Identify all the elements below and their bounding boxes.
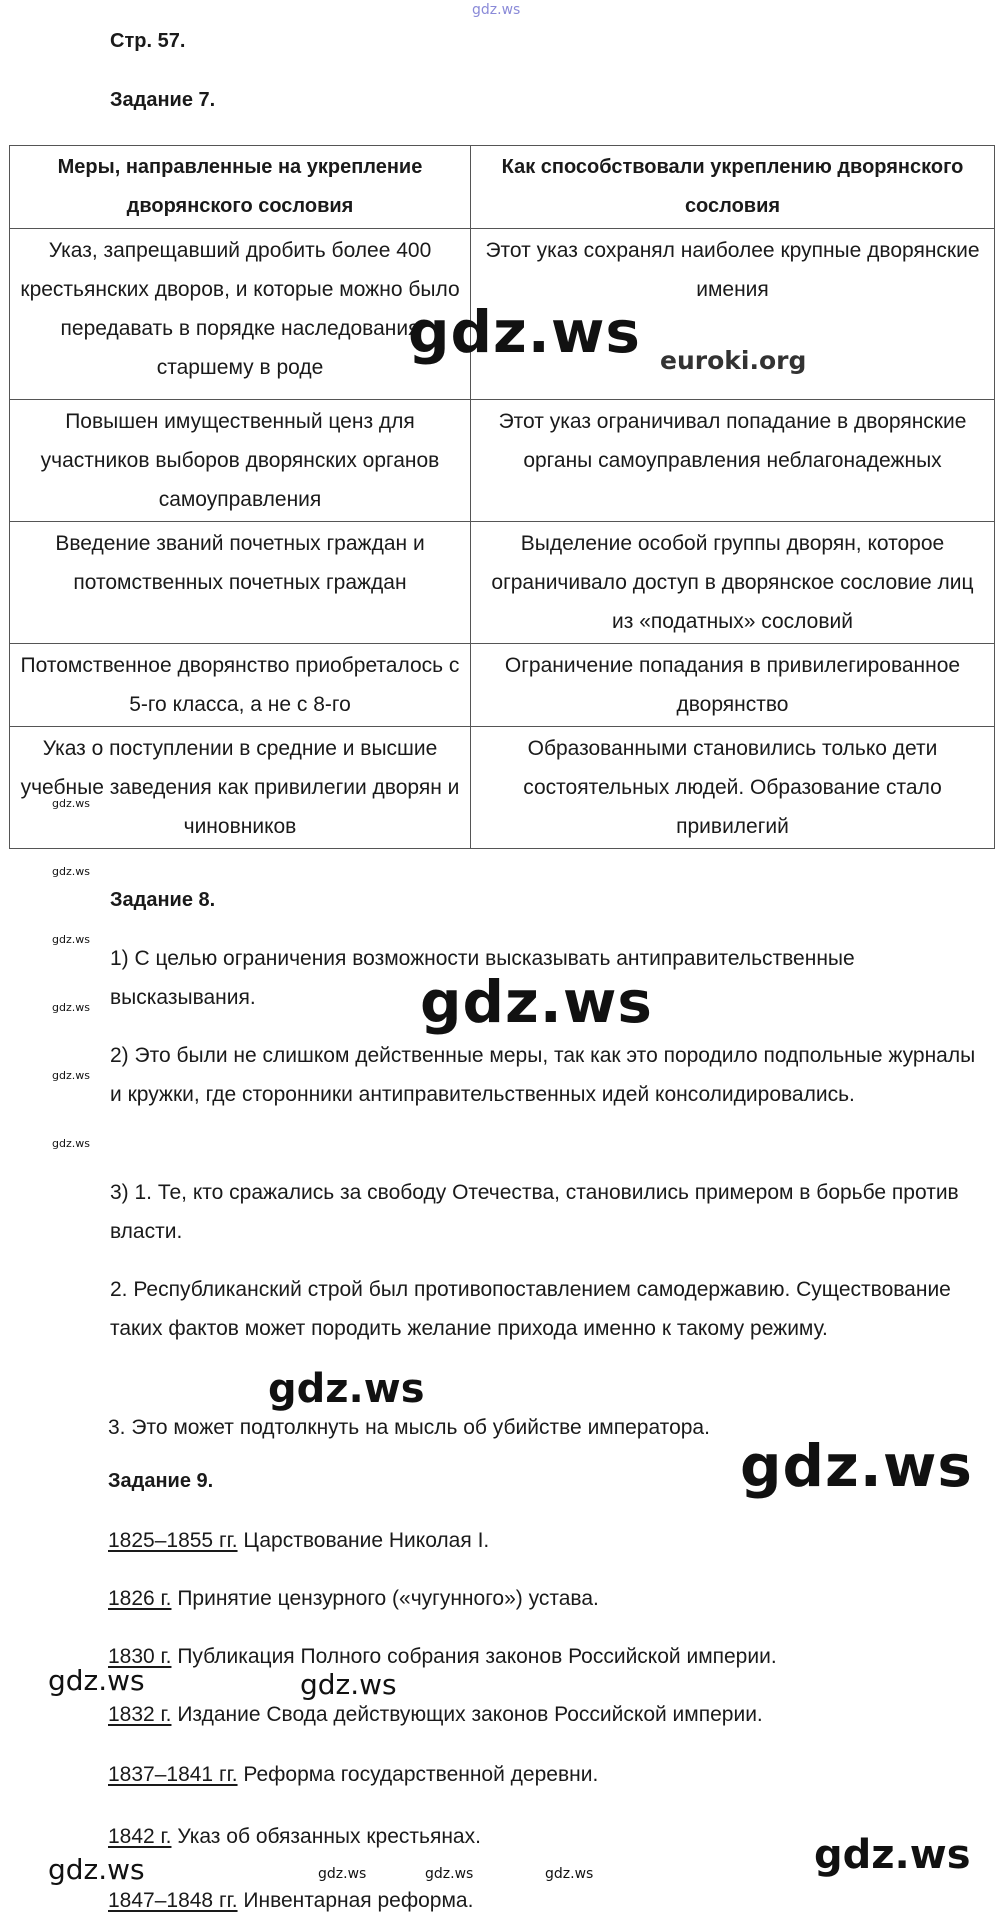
- table-cell-measure: Повышен имущественный ценз для участников выборов дворянских органов самоуправления: [10, 400, 471, 522]
- table-cell-effect: Образованными становились только дети состоятельных людей. Образование стало привилегий: [471, 727, 995, 849]
- timeline-date: 1847–1848 гг.: [108, 1889, 238, 1912]
- watermark-small: gdz.ws: [48, 1853, 145, 1886]
- table-cell-measure: Введение званий почетных граждан и потомственных почетных граждан: [10, 522, 471, 644]
- watermark-tiny: gdz.ws: [52, 933, 90, 946]
- watermark-euroki: euroki.org: [660, 346, 807, 375]
- timeline-item: [108, 1642, 988, 1672]
- timeline-text: Инвентарная реформа.: [237, 1889, 474, 1912]
- watermark-tiny: gdz.ws: [52, 1137, 90, 1150]
- task7-title: Задание 7.: [110, 89, 216, 111]
- timeline-text: Публикация Полного собрания законов Российской империи.: [171, 1645, 777, 1668]
- watermark-big: gdz.ws: [408, 298, 641, 366]
- task8-title: Задание 8.: [110, 889, 216, 911]
- watermark-tiny: gdz.ws: [545, 1866, 594, 1882]
- table-header-row: [10, 146, 995, 229]
- task8-answer-3-2: 2. Республиканский строй был противопоставлением самодержавию. Существование таких фактов может породить желание прихода именно к такому режиму.: [110, 1278, 951, 1340]
- timeline-date: 1837–1841 гг.: [108, 1763, 238, 1786]
- timeline-text: Реформа государственной деревни.: [237, 1763, 599, 1786]
- table-row: [10, 522, 995, 644]
- watermark-top: gdz.ws: [472, 2, 521, 18]
- timeline-date: 1830 г.: [108, 1645, 172, 1668]
- timeline-text: Царствование Николая I.: [237, 1529, 490, 1552]
- watermark-tiny: gdz.ws: [318, 1866, 367, 1882]
- watermark-tiny: gdz.ws: [52, 797, 90, 810]
- timeline-date: 1826 г.: [108, 1587, 172, 1610]
- timeline-date: 1832 г.: [108, 1703, 172, 1726]
- task7-table: [9, 145, 995, 849]
- timeline-date: 1842 г.: [108, 1825, 172, 1848]
- task8-answer-3-1: 3) 1. Те, кто сражались за свободу Отечества, становились примером в борьбе против власти.: [110, 1181, 959, 1243]
- timeline-date: 1825–1855 гг.: [108, 1529, 238, 1552]
- watermark-tiny: gdz.ws: [52, 1069, 90, 1082]
- table-row: [10, 727, 995, 849]
- table-cell-measure: Потомственное дворянство приобреталось с 5-го класса, а не с 8-го: [10, 644, 471, 727]
- table-header-measures: Меры, направленные на укрепление дворянского сословия: [10, 146, 471, 229]
- table-cell-effect: Этот указ сохранял наиболее крупные дворянские имения: [471, 229, 995, 400]
- timeline-item: [108, 1584, 988, 1614]
- timeline-text: Принятие цензурного («чугунного») устава.: [171, 1587, 599, 1610]
- watermark-big: gdz.ws: [420, 968, 653, 1036]
- timeline-item: [108, 1886, 988, 1916]
- timeline-text: Издание Свода действующих законов Российской империи.: [171, 1703, 763, 1726]
- timeline-item: [108, 1526, 988, 1556]
- task8-answer-1: 1) С целью ограничения возможности высказывать антиправительственные высказывания.: [110, 947, 855, 1009]
- table-header-effect: Как способствовали укреплению дворянского сословия: [471, 146, 995, 229]
- table-row: [10, 644, 995, 727]
- watermark-mid: gdz.ws: [814, 1832, 971, 1878]
- watermark-mid: gdz.ws: [268, 1366, 425, 1412]
- table-cell-effect: Выделение особой группы дворян, которое ограничивало доступ в дворянское сословие лиц из «податных» сословий: [471, 522, 995, 644]
- table-cell-measure: Указ о поступлении в средние и высшие учебные заведения как привилегии дворян и чиновников: [10, 727, 471, 849]
- watermark-small: gdz.ws: [48, 1664, 145, 1697]
- table-row: [10, 400, 995, 522]
- watermark-tiny: gdz.ws: [52, 865, 90, 878]
- watermark-tiny: gdz.ws: [52, 1001, 90, 1014]
- task8-answer-3-3: 3. Это может подтолкнуть на мысль об убийстве императора.: [108, 1416, 710, 1439]
- timeline-item: [108, 1700, 988, 1730]
- table-cell-effect: Этот указ ограничивал попадание в дворянские органы самоуправления неблагонадежных: [471, 400, 995, 522]
- task9-title: Задание 9.: [108, 1470, 214, 1492]
- task8-answer-2: 2) Это были не слишком действенные меры, так как это породило подпольные журналы и кружки, где сторонники антиправительственных идей консолидировались.: [110, 1044, 976, 1106]
- watermark-small: gdz.ws: [300, 1668, 397, 1701]
- watermark-tiny: gdz.ws: [425, 1866, 474, 1882]
- page-reference: Стр. 57.: [110, 30, 186, 52]
- timeline-text: Указ об обязанных крестьянах.: [171, 1825, 481, 1848]
- table-cell-measure: Указ, запрещавший дробить более 400 крестьянских дворов, и которые можно было передавать в порядке наследования старшему в роде: [10, 229, 471, 400]
- timeline-item: [108, 1760, 988, 1790]
- table-cell-effect: Ограничение попадания в привилегированное дворянство: [471, 644, 995, 727]
- watermark-big: gdz.ws: [740, 1432, 973, 1500]
